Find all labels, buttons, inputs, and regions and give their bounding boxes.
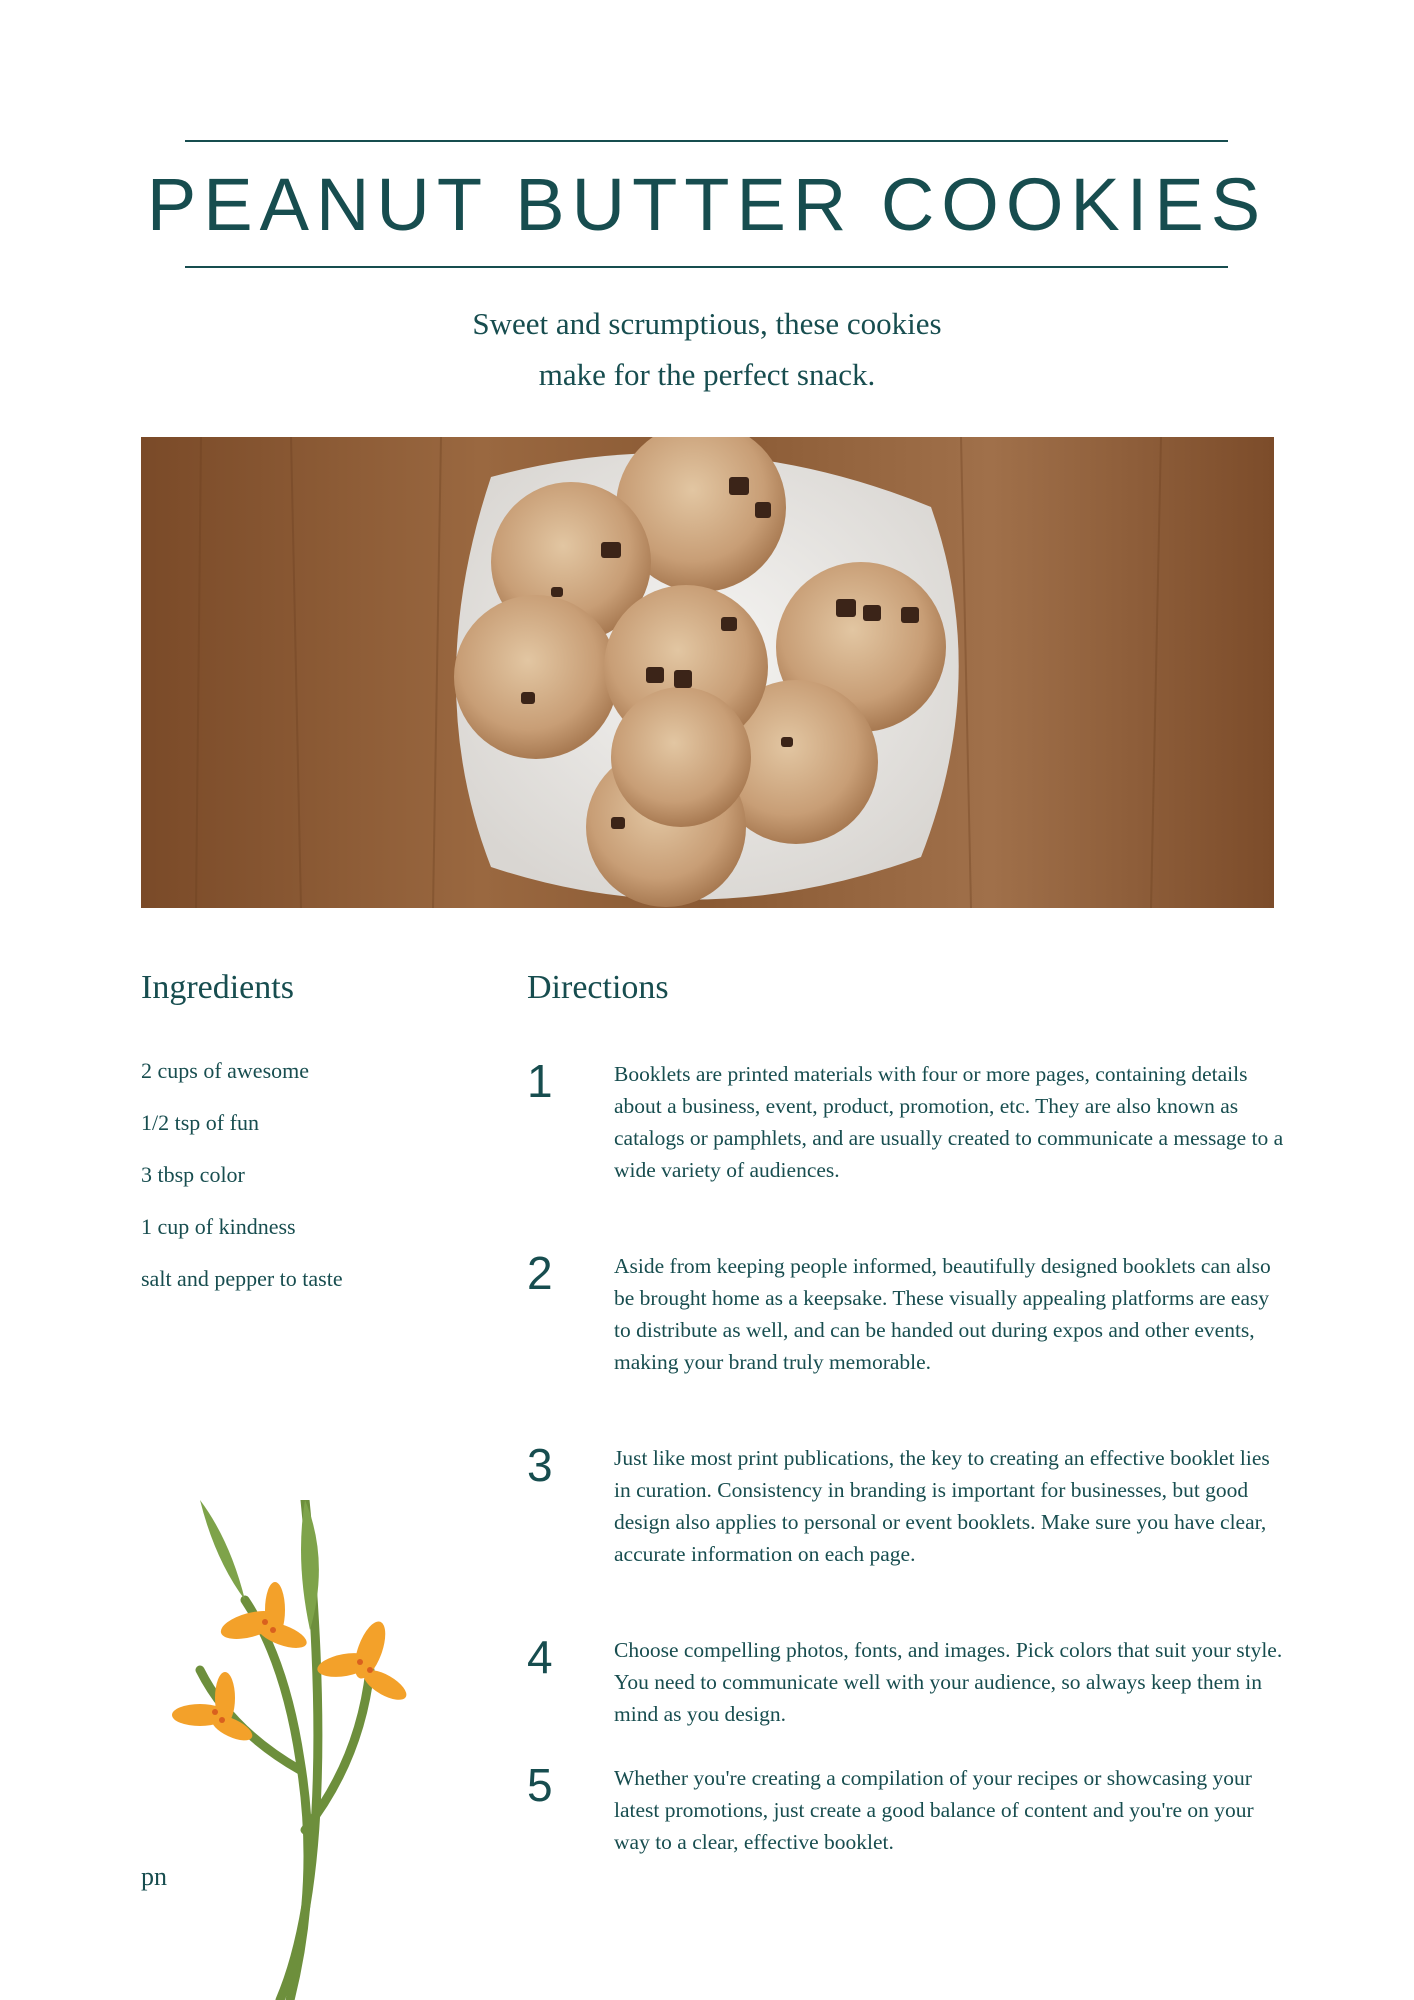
directions-heading: Directions	[527, 969, 669, 1006]
list-item: 2 cups of awesome	[141, 1058, 310, 1083]
list-item: 1/2 tsp of fun	[141, 1110, 259, 1135]
title-bottom-rule	[185, 266, 1228, 268]
step-number: 2	[527, 1247, 553, 1299]
step-text: Booklets are printed materials with four or more pages, containing details about a business, event, product, promotion, etc. They are also known as catalogs or pamphlets, and are usually created to communicate a message to a wide variety of audiences.	[614, 1062, 1284, 1182]
page-title: PEANUT BUTTER COOKIES	[146, 163, 1268, 246]
subtitle-line-2: make for the perfect snack.	[538, 357, 876, 392]
flower-illustration	[170, 1500, 450, 2000]
list-item: 1 cup of kindness	[141, 1214, 296, 1239]
list-item: 3 tbsp color	[141, 1162, 245, 1187]
list-item: salt and pepper to taste	[141, 1266, 343, 1291]
step-number: 1	[527, 1055, 553, 1107]
cookies-photo	[141, 437, 1274, 908]
step-number: 4	[527, 1631, 553, 1683]
step-text: Whether you're creating a compilation of your recipes or showcasing your latest promotions, just create a good balance of content and you're on your way to a clear, effective booklet.	[614, 1766, 1254, 1854]
ingredients-heading: Ingredients	[141, 969, 294, 1006]
step-number: 3	[527, 1439, 553, 1491]
step-text: Just like most print publications, the key to creating an effective booklet lies in curation. Consistency in branding is important for businesses, but good design also applies to personal or event booklets. Make sure you have clear, accurate information on each page.	[614, 1446, 1270, 1566]
step-number: 5	[527, 1759, 553, 1811]
step-text: Aside from keeping people informed, beautifully designed booklets can also be brought home as a keepsake. These visually appealing platforms are easy to distribute as well, and can be handed out during expos and other events, making your brand truly memorable.	[614, 1254, 1271, 1374]
step-text: Choose compelling photos, fonts, and images. Pick colors that suit your style. You need to communicate well with your audience, so always keep them in mind as you design.	[614, 1638, 1283, 1726]
footer-mark: pn	[141, 1862, 167, 1891]
subtitle-line-1: Sweet and scrumptious, these cookies	[472, 306, 942, 341]
subtitle	[0, 298, 1414, 400]
title-top-rule	[185, 140, 1228, 142]
ingredients-list	[141, 1058, 343, 1318]
